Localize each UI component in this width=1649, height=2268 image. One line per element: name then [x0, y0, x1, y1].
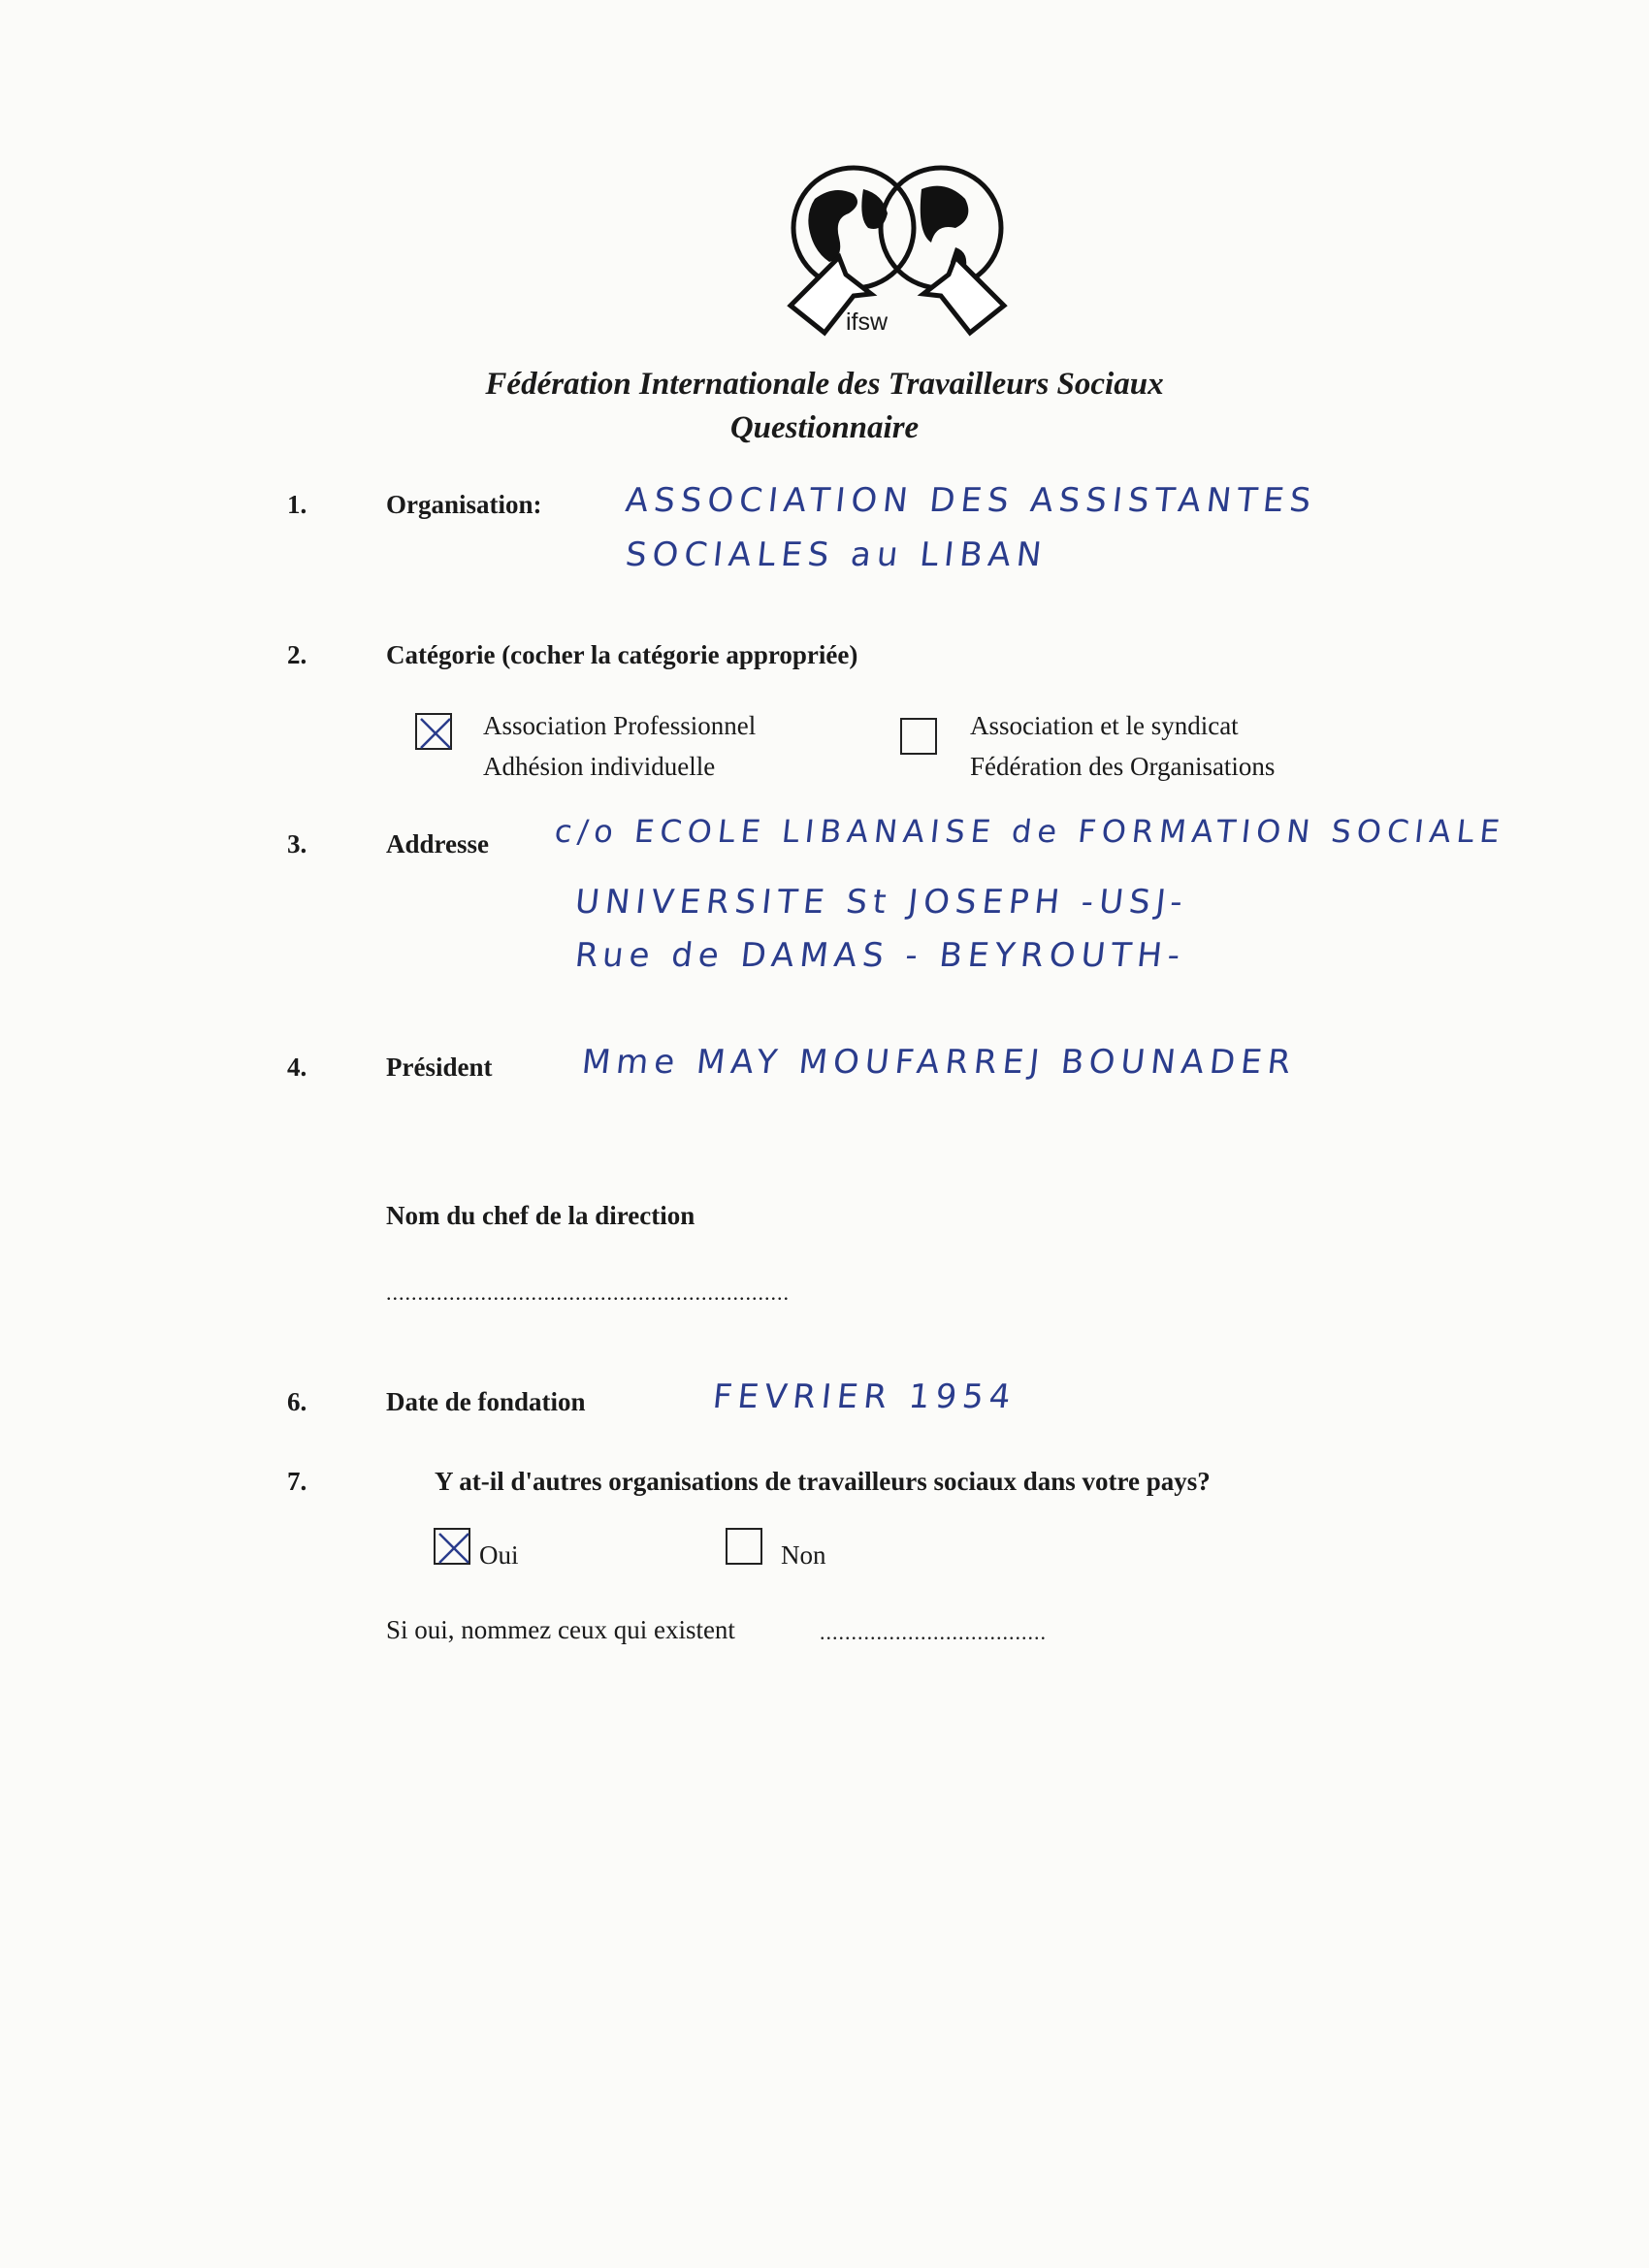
- form-subtitle: Questionnaire: [729, 410, 920, 445]
- q7-followup-blank[interactable]: ....................................: [820, 1620, 1047, 1644]
- category-professional-sublabel: Adhésion individuelle: [483, 752, 716, 781]
- q6-number: 6.: [287, 1387, 307, 1416]
- form-title: Fédération Internationale des Travailleurs Sociaux: [485, 367, 1164, 402]
- q6-answer[interactable]: FEVRIER 1954: [710, 1377, 1018, 1416]
- category-syndicate-sublabel: Fédération des Organisations: [970, 752, 1276, 781]
- q3-address-line3[interactable]: Rue de DAMAS - BEYROUTH-: [572, 936, 1188, 975]
- category-syndicate-checkbox[interactable]: [900, 718, 937, 755]
- q1-answer-line1[interactable]: ASSOCIATION DES ASSISTANTES: [623, 481, 1319, 520]
- q2-number: 2.: [287, 640, 307, 669]
- q3-address-line2[interactable]: UNIVERSITE St JOSEPH -USJ-: [572, 883, 1190, 922]
- category-professional-checkbox[interactable]: [415, 713, 452, 750]
- q4-label: Président: [386, 1053, 493, 1082]
- q3-address-line1[interactable]: c/o ECOLE LIBANAISE de FORMATION SOCIALE: [553, 813, 1507, 850]
- q7-no-checkbox[interactable]: [726, 1528, 762, 1565]
- q4-number: 4.: [287, 1053, 307, 1082]
- q5-blank-line[interactable]: ................................................................: [386, 1280, 790, 1305]
- q1-answer-line2[interactable]: SOCIALES au LIBAN: [623, 535, 1050, 574]
- ifsw-globe-logo: [757, 160, 1038, 354]
- q1-number: 1.: [287, 490, 307, 519]
- q5-label: Nom du chef de la direction: [386, 1201, 695, 1230]
- logo-text: ifsw: [846, 308, 889, 336]
- q7-yes-checkbox[interactable]: [434, 1528, 470, 1565]
- q3-label: Addresse: [386, 829, 490, 859]
- category-syndicate-label: Association et le syndicat: [970, 711, 1239, 740]
- q1-label: Organisation:: [386, 490, 542, 519]
- q3-number: 3.: [287, 829, 307, 859]
- q7-yes-label: Oui: [479, 1540, 519, 1570]
- checkmark-x-icon: [417, 715, 454, 752]
- q7-followup-label: Si oui, nommez ceux qui existent: [386, 1615, 735, 1644]
- q6-label: Date de fondation: [386, 1387, 586, 1416]
- q7-number: 7.: [287, 1467, 307, 1496]
- q7-label: Y at-il d'autres organisations de travailleurs sociaux dans votre pays?: [435, 1467, 1211, 1496]
- q2-label: Catégorie (cocher la catégorie appropriée): [386, 640, 858, 669]
- q4-answer[interactable]: Mme MAY MOUFARREJ BOUNADER: [579, 1043, 1299, 1082]
- category-professional-label: Association Professionnel: [483, 711, 757, 740]
- checkmark-x-icon: [436, 1530, 472, 1567]
- q7-no-label: Non: [781, 1540, 826, 1570]
